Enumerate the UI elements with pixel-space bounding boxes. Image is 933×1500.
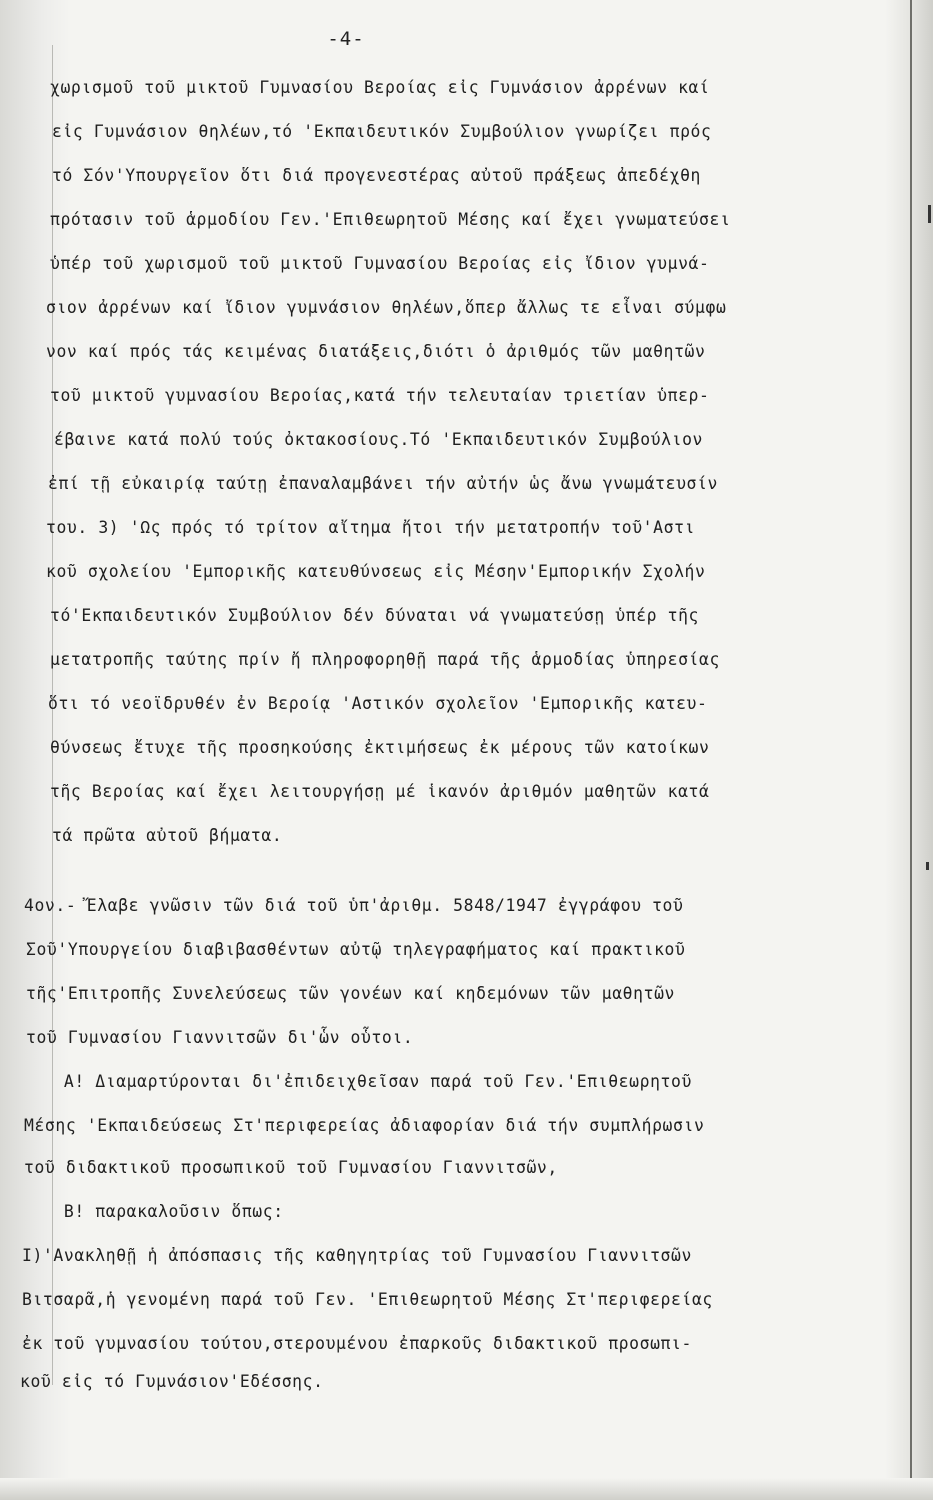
text-line: εἰς Γυμνάσιον θηλέων,τό 'Εκπαιδευτικόν Συμβούλιον γνωρίζει πρός xyxy=(52,122,712,141)
text-line: τοῦ μικτοῦ γυμνασίου Βεροίας,κατά τήν τελευταίαν τριετίαν ὑπερ- xyxy=(50,386,710,405)
text-line: ὅτι τό νεοϊδρυθέν ἐν Βεροίᾳ 'Αστικόν σχολεῖον 'Εμπορικῆς κατευ- xyxy=(48,694,708,713)
text-line: ὑπέρ τοῦ χωρισμοῦ τοῦ μικτοῦ Γυμνασίου Βεροίας εἰς ἴδιον γυμνά- xyxy=(50,254,710,273)
text-line: ἐπί τῇ εὐκαιρίᾳ ταύτῃ ἐπαναλαμβάνει τήν αὐτήν ὡς ἄνω γνωμάτευσίν xyxy=(48,474,718,493)
text-line: Σοῦ'Υπουργείου διαβιβασθέντων αὐτῷ τηλεγραφήματος καί πρακτικοῦ xyxy=(26,940,686,959)
text-line: μετατροπῆς ταύτης πρίν ἤ πληροφορηθῇ παρά τῆς ἁρμοδίας ὑπηρεσίας xyxy=(50,650,720,669)
page-number: -4- xyxy=(327,28,365,50)
text-line: τῆς'Επιτροπῆς Συνελεύσεως τῶν γονέων καί κηδεμόνων τῶν μαθητῶν xyxy=(26,984,676,1003)
text-line: 4ον.- Ἔλαβε γνῶσιν τῶν διά τοῦ ὑπ'ἀριθμ. 5848/1947 ἐγγράφου τοῦ xyxy=(24,896,684,915)
text-line: Ι)'Ανακληθῇ ἡ ἀπόσπασις τῆς καθηγητρίας τοῦ Γυμνασίου Γιαννιτσῶν xyxy=(22,1246,692,1265)
text-line: τό Σόν'Υπουργεῖον ὅτι διά προγενεστέρας αὐτοῦ πράξεως ἀπεδέχθη xyxy=(52,166,702,185)
text-line: τῆς Βεροίας καί ἔχει λειτουργήσῃ μέ ἱκανόν ἀριθμόν μαθητῶν κατά xyxy=(50,782,710,801)
text-line: τό'Εκπαιδευτικόν Συμβούλιον δέν δύναται νά γνωματεύσῃ ὑπέρ τῆς xyxy=(50,606,700,625)
text-line: θύνσεως ἔτυχε τῆς προσηκούσης ἐκτιμήσεως ἐκ μέρους τῶν κατοίκων xyxy=(50,738,710,757)
text-line: Β! παρακαλοῦσιν ὅπως: xyxy=(22,1202,284,1221)
text-line: σιον ἀρρένων καί ἴδιον γυμνάσιον θηλέων,ὅπερ ἄλλως τε εἶναι σύμφω xyxy=(46,298,727,317)
text-line: Α! Διαμαρτύρονται δι'ἐπιδειχθεῖσαν παρά τοῦ Γεν.'Επιθεωρητοῦ xyxy=(22,1072,692,1091)
text-line: του. 3) 'Ως πρός τό τρίτον αἴτημα ἤτοι τήν μετατροπήν τοῦ'Αστι xyxy=(46,518,696,537)
text-line: χωρισμοῦ τοῦ μικτοῦ Γυμνασίου Βεροίας εἰς Γυμνάσιον ἀρρένων καί xyxy=(50,78,710,97)
text-line: πρότασιν τοῦ ἁρμοδίου Γεν.'Επιθεωρητοῦ Μέσης καί ἔχει γνωματεύσει xyxy=(50,210,731,229)
text-line: κοῦ εἰς τό Γυμνάσιον'Εδέσσης. xyxy=(20,1372,324,1391)
text-line: τοῦ Γυμνασίου Γιαννιτσῶν δι'ὧν οὗτοι. xyxy=(26,1028,414,1047)
text-line: ἐκ τοῦ γυμνασίου τούτου,στερουμένου ἐπαρκοῦς διδακτικοῦ προσωπι- xyxy=(22,1334,692,1353)
text-line: κοῦ σχολείου 'Εμπορικῆς κατευθύνσεως εἰς Μέσην'Εμπορικήν Σχολήν xyxy=(46,562,706,581)
text-line: τά πρῶτα αὐτοῦ βήματα. xyxy=(52,826,283,845)
text-line: νον καί πρός τάς κειμένας διατάξεις,διότι ὁ ἀριθμός τῶν μαθητῶν xyxy=(46,342,706,361)
text-line: έβαινε κατά πολύ τούς ὀκτακοσίους.Τό 'Εκπαιδευτικόν Συμβούλιον xyxy=(54,430,704,449)
text-line: Μέσης 'Εκπαιδεύσεως Στ'περιφερείας ἀδιαφορίαν διά τήν συμπλήρωσιν xyxy=(24,1116,705,1135)
text-line: τοῦ διδακτικοῦ προσωπικοῦ τοῦ Γυμνασίου Γιαννιτσῶν, xyxy=(24,1158,558,1177)
text-line: Βιτσαρᾶ,ἡ γενομένη παρά τοῦ Γεν. 'Επιθεωρητοῦ Μέσης Στ'περιφερείας xyxy=(22,1290,713,1309)
